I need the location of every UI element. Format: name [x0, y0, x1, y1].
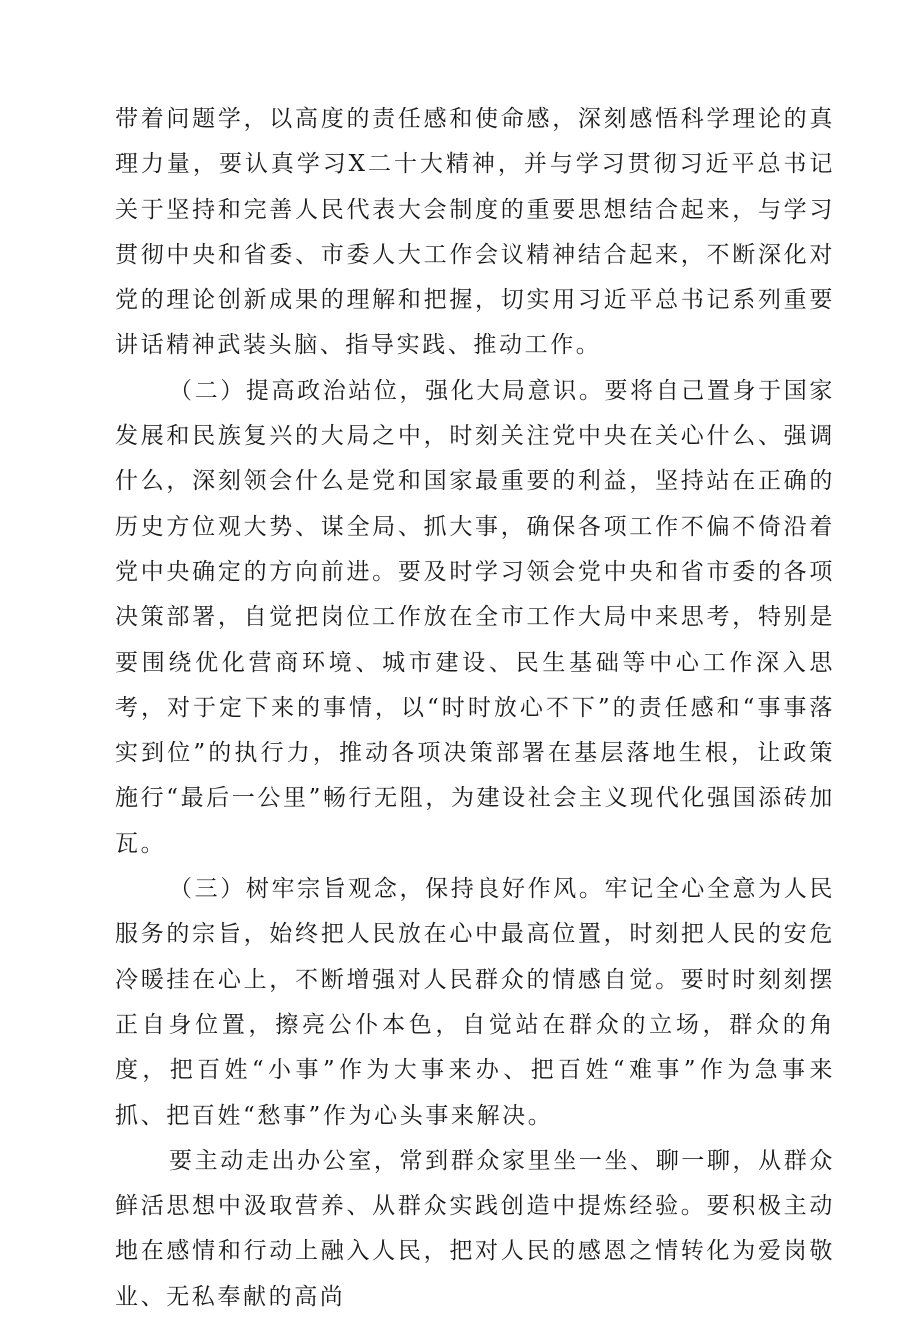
paragraph-4: 要主动走出办公室，常到群众家里坐一坐、聊一聊，从群众鲜活思想中汲取营养、从群众实践创造中提炼经验。要积极主动地在感情和行动上融入人民，把对人民的感恩之情转化为爱岗敬业、无私奉献的高尚	[115, 1147, 835, 1310]
paragraph-3: （三）树牢宗旨观念，保持良好作风。牢记全心全意为人民服务的宗旨，始终把人民放在心中最高位置，时刻把人民的安危冷暖挂在心上，不断增强对人民群众的情感自觉。要时时刻刻摆正自身位置，擦亮公仆本色，自觉站在群众的立场，群众的角度，把百姓“小事”作为大事来办、把百姓“难事”作为急事来抓、把百姓“愁事”作为心头事来解决。	[115, 876, 835, 1129]
paragraph-1: 带着问题学，以高度的责任感和使命感，深刻感悟科学理论的真理力量，要认真学习X二十大精神，并与学习贯彻习近平总书记关于坚持和完善人民代表大会制度的重要思想结合起来，与学习贯彻中央和省委、市委人大工作会议精神结合起来，不断深化对党的理论创新成果的理解和把握，切实用习近平总书记系列重要讲话精神武装头脑、指导实践、推动工作。	[115, 106, 835, 359]
document-body	[115, 97, 835, 1320]
paragraph-2: （二）提高政治站位，强化大局意识。要将自己置身于国家发展和民族复兴的大局之中，时刻关注党中央在关心什么、强调什么，深刻领会什么是党和国家最重要的利益，坚持站在正确的历史方位观大势、谋全局、抓大事，确保各项工作不偏不倚沿着党中央确定的方向前进。要及时学习领会党中央和省市委的各项决策部署，自觉把岗位工作放在全市工作大局中来思考，特别是要围绕优化营商环境、城市建设、民生基础等中心工作深入思考，对于定下来的事情，以“时时放心不下”的责任感和“事事落实到位”的执行力，推动各项决策部署在基层落地生根，让政策施行“最后一公里”畅行无阻，为建设社会主义现代化强国添砖加瓦。	[115, 377, 835, 857]
